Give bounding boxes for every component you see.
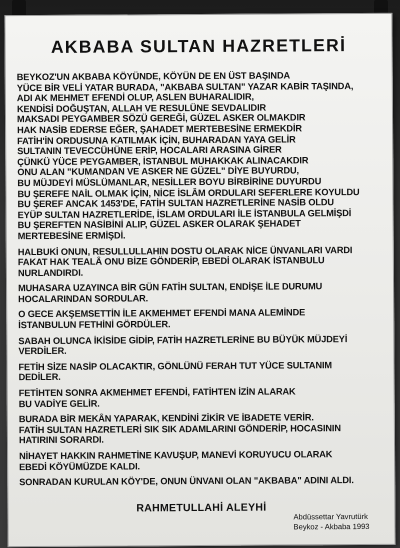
plaque-line: YÜCE BİR VELİ YATAR BURADA, "AKBABA SULTAN" YAZAR KABİR TAŞINDA, — [16, 80, 354, 93]
plaque-signature: RAHMETULLAHİ ALEYHİ — [136, 501, 267, 515]
plaque-line: BU VADİYE GELİR. — [18, 398, 100, 409]
plaque-line: SABAH OLUNCA İKİSİDE GİDİP, FATİH HAZRETLERİNE BU BÜYÜK MÜJDEYİ — [18, 333, 348, 346]
plaque-line: ONU ALAN "KUMANDAN VE ASKER NE GÜZEL" DİYE BUYURDU, — [17, 165, 300, 178]
plaque-line: HATIRINI SORARDI. — [18, 434, 104, 446]
plaque-line: BU MÜJDEYİ MÜSLÜMANLAR, NESİLLER BOYU BİRBİRİNE DUYURDU — [17, 176, 322, 189]
plaque-line: HALBUKİ ONUN, RESULLULLAHIN DOSTU OLARAK NİCE ÜNVANLARI VARDI — [17, 244, 353, 257]
plaque-line: MUHASARA UZAYINCA BİR GÜN FATİH SULTAN, ENDİŞE İLE DURUMU — [18, 281, 323, 294]
plaque-line: EYÜP SULTAN HAZRETLERİDE, İSLAM ORDULARI İLE İSTANBULA GELMİŞDİ — [17, 207, 352, 220]
plaque-line: İSTANBULUN FETHİNİ GÖRDÜLER. — [18, 319, 171, 331]
plaque-line: FATİH SULTAN HAZRETLERİ SIK SIK ADAMLARINI GÖNDERİP, HOCASININ — [18, 422, 341, 435]
author-place: Beykoz - Akbaba 1993 — [293, 521, 370, 531]
plaque-line: HOCALARINDAN SORDULAR. — [18, 293, 149, 304]
plaque-line: HAK NASİB EDERSE EĞER, ŞAHADET MERTEBESİNE ERMEKDİR — [17, 123, 302, 136]
plaque-line: NİHAYET HAKKIN RAHMETİNE KAVUŞUP, MANEVİ KORUYUCU OLARAK — [19, 449, 333, 462]
plaque-line: FATİH'İN ORDUSUNA KATILMAK İÇİN, BUHARADAN YAYA GELİR — [17, 133, 296, 146]
plaque-line: MERTEBESİNE ERMİŞDİ. — [17, 230, 126, 242]
plaque-line: BU ŞEREF ANCAK 1453'DE, FATİH SULTAN HAZRETLERİNE NASİB OLDU — [17, 197, 334, 210]
plaque-line: MAKSADI PEYGAMBER SÖZÜ GEREĞİ, GÜZEL ASKER OLMAKDIR — [16, 112, 306, 125]
plaque-line: VERDİLER. — [18, 346, 67, 357]
plaque-line: FETİHTEN SONRA AKMEHMET EFENDİ, FATİHTEN İZİN ALARAK — [18, 386, 296, 399]
plaque-line: DEDİLER. — [18, 372, 61, 383]
plaque-line: O GECE AKŞEMSETTİN İLE AKMEHMET EFENDİ MANA ALEMİNDE — [18, 307, 306, 320]
plaque-line: NURLANDIRDI. — [17, 267, 84, 278]
plaque-line: BEYKOZ'UN AKBABA KÖYÜNDE, KÖYÜN DE EN ÜST BAŞINDA — [16, 70, 291, 83]
plaque-line: SULTANIN TEVECCÜHÜNE ERİP, HOCALARI ARASINA GİRER — [17, 144, 282, 157]
plaque-line: SONRADAN KURULAN KÖY'DE, ONUN ÜNVANI OLAN "AKBABA" ADINI ALDI. — [19, 475, 354, 488]
author-name: Abdüssettar Yavrutürk — [293, 511, 368, 522]
plaque-line: EBEDİ KÖYÜMÜZDE KALDI. — [19, 460, 140, 472]
plaque-line: KENDİSİ DOĞUŞTAN, ALLAH VE RESULÜNE SEVDALIDIR — [16, 102, 267, 114]
author-block — [293, 512, 369, 531]
plaque-line: FAKAT HAK TEALÂ ONU BİZE GÖNDERİP, EBEDİ OLARAK İSTANBULU — [17, 255, 325, 268]
memorial-plaque — [4, 13, 395, 547]
plaque-line: FETİH SİZE NASİP OLACAKTIR, GÖNLÜNÜ FERAH TUT YÜCE SULTANIM — [18, 360, 333, 372]
plaque-line: BU ŞEREFE NAİL OLMAK İÇİN, NİCE İSLÂM ORDULARI SEFERLERE KOYULDU — [17, 186, 360, 199]
plaque-line: BU ŞEREFTEN NASİBİNİ ALIP, GÜZEL ASKER OLARAK ŞEHADET — [17, 218, 301, 231]
plaque-line: BURADA BİR MEKÂN YAPARAK, KENDİNİ ZİKİR VE İBADETE VERİR. — [18, 412, 314, 425]
plaque-text — [17, 70, 384, 488]
plaque-line: ÇÜNKÜ YÜCE PEYGAMBER, İSTANBUL MUHAKKAK ALINACAKDIR — [17, 155, 309, 167]
plaque-line: ADI AK MEHMET EFENDİ OLUP, ASLEN BUHARALIDIR, — [16, 91, 255, 104]
plaque-title: AKBABA SULTAN HAZRETLERİ — [50, 35, 347, 57]
